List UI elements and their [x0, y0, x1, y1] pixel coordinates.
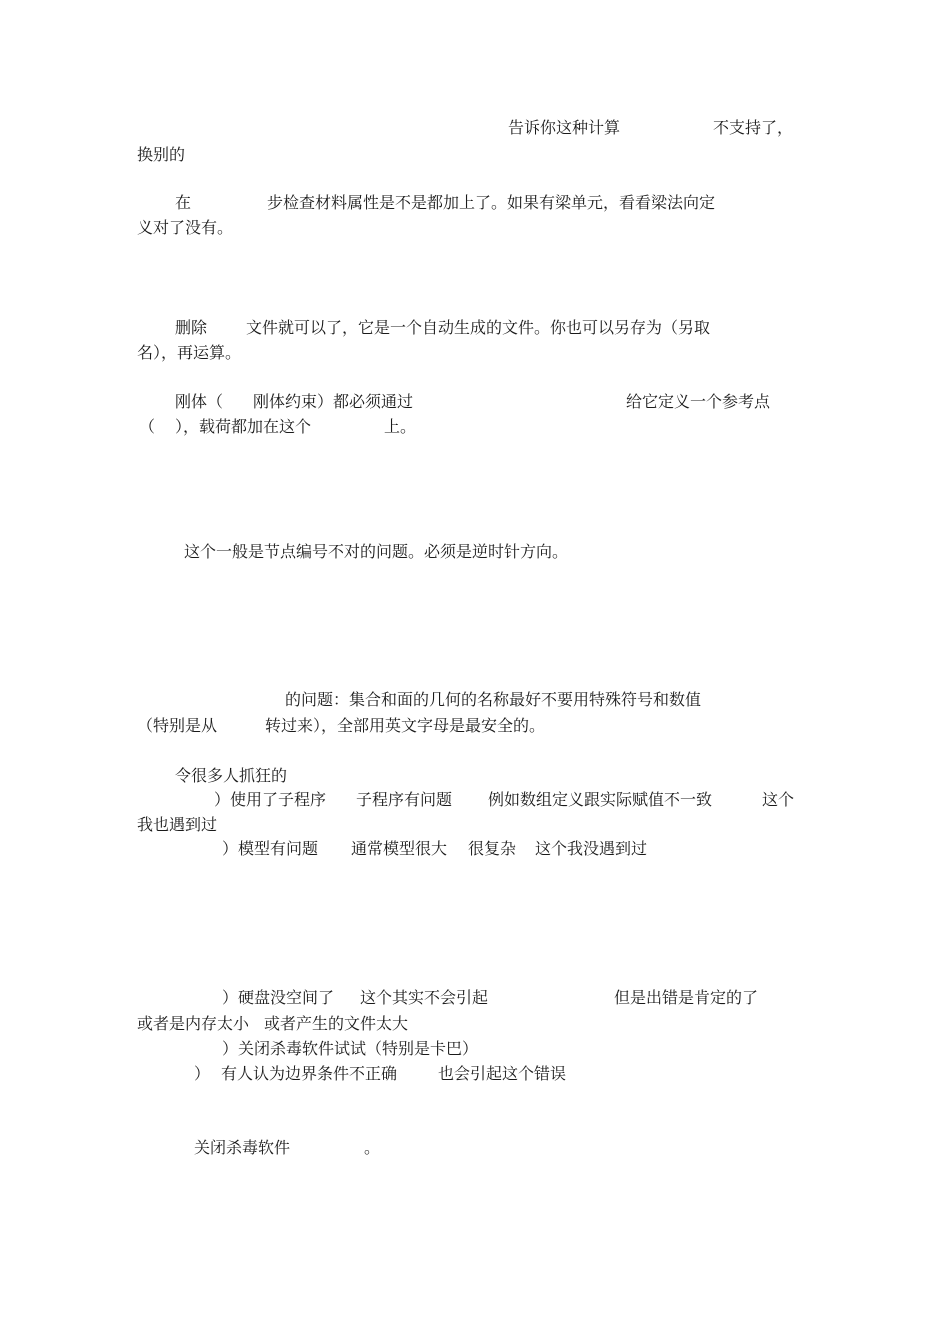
text-line: 或者产生的文件太大 — [264, 1014, 409, 1033]
text-line: 有人认为边界条件不正确 — [221, 1064, 398, 1083]
text-line: 这个其实不会引起 — [360, 988, 489, 1007]
text-line: 在 — [175, 193, 192, 212]
text-line: 例如数组定义跟实际赋值不一致 — [488, 790, 713, 809]
text-line: 换别的 — [137, 145, 186, 164]
text-line: 名），再运算。 — [137, 343, 242, 362]
text-line: 通常模型很大 — [351, 839, 448, 858]
text-line: ）硬盘没空间了 — [222, 988, 335, 1007]
text-line: （特别是从 — [137, 716, 218, 735]
text-line: 给它定义一个参考点 — [626, 392, 771, 411]
text-line: 步检查材料属性是不是都加上了。如果有梁单元，看看梁法向定 — [267, 193, 716, 212]
text-line: 告诉你这种计算 — [508, 118, 621, 137]
text-line: ）模型有问题 — [222, 839, 319, 858]
text-line: 刚体（ — [175, 392, 224, 411]
text-line: 的问题：集合和面的几何的名称最好不要用特殊符号和数值 — [285, 690, 702, 709]
text-line: 或者是内存太小 — [137, 1014, 250, 1033]
text-line: （ — [139, 417, 156, 436]
text-line: 很复杂 — [468, 839, 517, 858]
text-line: 这个 — [762, 790, 795, 809]
text-line: 刚体约束）都必须通过 — [253, 392, 414, 411]
text-line: 令很多人抓狂的 — [175, 766, 288, 785]
text-line: 但是出错是肯定的了 — [614, 988, 759, 1007]
text-line: 这个我没遇到过 — [535, 839, 648, 858]
text-line: 这个一般是节点编号不对的问题。必须是逆时针方向。 — [184, 542, 569, 561]
text-line: 删除 — [175, 318, 208, 337]
text-line: 文件就可以了，它是一个自动生成的文件。你也可以另存为（另取 — [246, 318, 711, 337]
text-line: 上。 — [384, 417, 417, 436]
text-line: ）使用了子程序 — [214, 790, 327, 809]
text-line: ）关闭杀毒软件试试（特别是卡巴） — [222, 1039, 479, 1058]
text-line: 我也遇到过 — [137, 815, 218, 834]
text-line: 子程序有问题 — [356, 790, 453, 809]
text-line: 。 — [364, 1138, 381, 1157]
text-line: 也会引起这个错误 — [438, 1064, 567, 1083]
text-line: 不支持了， — [713, 118, 794, 137]
text-line: ） — [194, 1064, 211, 1083]
text-line: 义对了没有。 — [137, 218, 234, 237]
text-line: 关闭杀毒软件 — [194, 1138, 291, 1157]
text-line: 转过来），全部用英文字母是最安全的。 — [265, 716, 546, 735]
text-line: ），载荷都加在这个 — [175, 417, 312, 436]
